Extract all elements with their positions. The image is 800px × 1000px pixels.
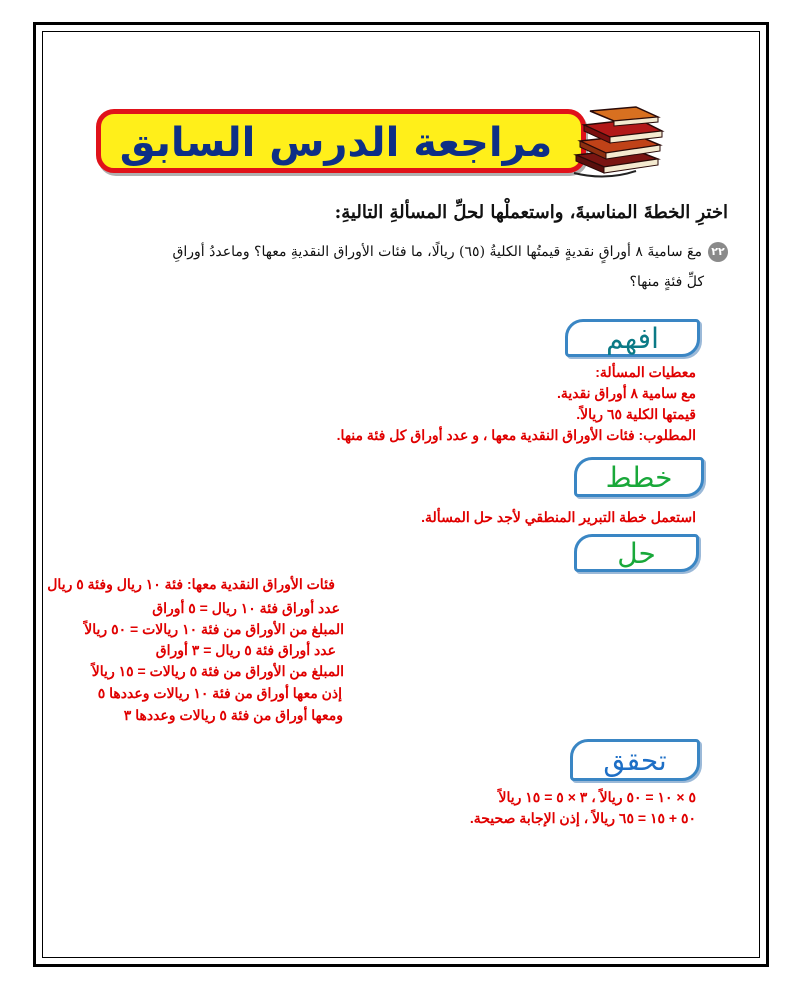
solve-line: عدد أوراق فئة ١٠ ريال = ٥ أوراق (152, 600, 340, 616)
check-line: ٥٠ + ١٥ = ٦٥ ريالاً ، إذن الإجابة صحيحة. (469, 810, 696, 826)
lesson-review-banner (96, 101, 662, 181)
problem-text-2: كلِّ فئةٍ منها؟ (629, 274, 704, 290)
solve-line-categories: فئات الأوراق النقدية معها: فئة ١٠ ريال وفئة ٥ ريال (47, 576, 335, 592)
understand-section (337, 362, 696, 446)
understand-line: المطلوب: فئات الأوراق النقدية معها ، و عدد أوراق كل فئة منها. (336, 427, 696, 443)
solve-line: ومعها أوراق من فئة ٥ ريالات وعددها ٣ (123, 707, 343, 723)
banner-title: مراجعة الدرس السابق (119, 120, 553, 166)
stage-understand-label (565, 319, 700, 357)
stage-check-text: تحقق (603, 743, 667, 777)
stage-understand-text: افهم (606, 321, 659, 355)
banner-frame (96, 109, 586, 173)
solve-line: إذن معها أوراق من فئة ١٠ ريالات وعددها ٥ (97, 685, 342, 701)
instructions-heading: اخترِ الخطةَ المناسبةَ، واستعملْها لحلِّ المسألةِ التاليةِ: (334, 202, 728, 223)
stage-solve-label (574, 534, 699, 572)
problem-line-1 (68, 237, 728, 267)
understand-line: مع سامية ٨ أوراق نقدية. (556, 385, 696, 401)
solve-line: المبلغ من الأوراق من فئة ٥ ريالات = ١٥ ريالاً (91, 663, 344, 679)
plan-line: استعمل خطة التبرير المنطقي لأجد حل المسألة. (421, 509, 696, 525)
solve-line: المبلغ من الأوراق من فئة ١٠ ريالات = ٥٠ ريالاً (84, 621, 344, 637)
problem-text-1: معَ ساميةَ ٨ أوراقٍ نقديةٍ قيمتُها الكليةُ (٦٥) ريالًا، ما فئات الأوراق النقديةِ معها؟ وماعددُ أوراقِ (172, 244, 702, 260)
stage-check-label (570, 739, 700, 781)
problem-statement (68, 237, 728, 297)
books-icon (566, 101, 666, 181)
solve-line: عدد أوراق فئة ٥ ريال = ٣ أوراق (155, 642, 336, 658)
understand-line: قيمتها الكلية ٦٥ ريالاً. (576, 406, 696, 422)
check-section (470, 787, 696, 829)
stage-solve-text: حل (617, 536, 656, 570)
stage-plan-label (574, 457, 704, 497)
understand-line: معطيات المسألة: (595, 364, 696, 380)
check-line: ٥ × ١٠ = ٥٠ ريالاً ، ٣ × ٥ = ١٥ ريالاً (498, 789, 696, 805)
stage-plan-text: خطط (605, 460, 673, 494)
question-number-badge: ٢٢ (708, 242, 728, 262)
